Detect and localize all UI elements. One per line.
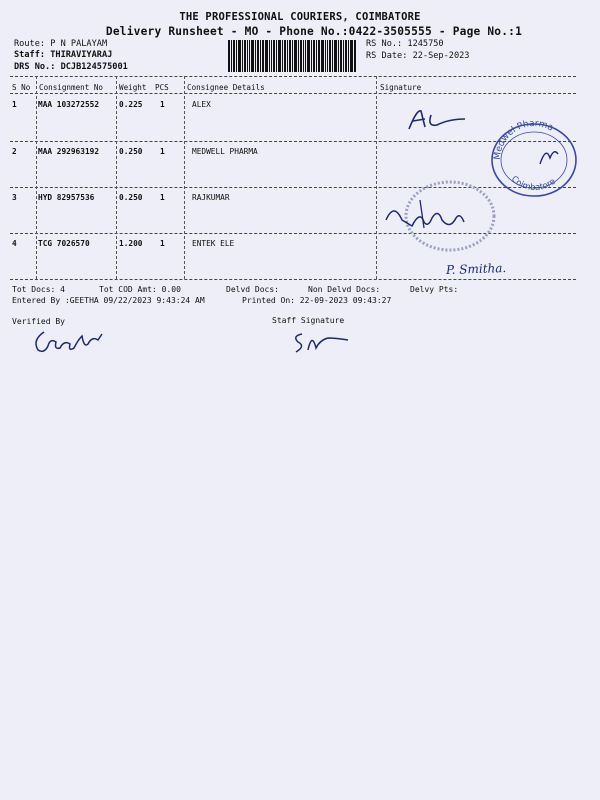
row4-sno: 4	[12, 239, 17, 248]
staff-signature-label: Staff Signature	[272, 316, 345, 325]
row2-sno: 2	[12, 147, 17, 156]
row3-pcs: 1	[160, 193, 165, 202]
printed-on: Printed On: 22-09-2023 09:43:27	[242, 296, 392, 305]
company-title: THE PROFESSIONAL COURIERS, COIMBATORE	[179, 11, 421, 23]
delivered-docs: Delvd Docs:	[226, 285, 279, 294]
row4-weight: 1.200	[119, 239, 143, 248]
row4-handwritten-signature: P. Smitha.	[445, 260, 507, 278]
column-divider	[376, 76, 377, 279]
table-top-rule	[10, 76, 576, 77]
column-divider	[184, 76, 185, 279]
table-bottom-rule	[10, 279, 576, 280]
row3-stamp-and-signature	[380, 180, 510, 255]
row3-consignee: RAJKUMAR	[192, 193, 230, 202]
row1-handwritten-signature	[405, 105, 475, 135]
row3-weight: 0.250	[119, 193, 143, 202]
row2-consignment: MAA 292963192	[38, 147, 100, 156]
row4-pcs: 1	[160, 239, 165, 248]
header-weight: Weight	[119, 83, 147, 92]
staff-label: Staff: THIRAVIYARAJ	[14, 50, 113, 60]
row1-consignment: MAA 103272552	[38, 100, 100, 109]
route-label: Route: P N PALAYAM	[14, 39, 108, 49]
stamp-top-text: Medwel Pharma	[492, 118, 555, 161]
drs-number: DRS No.: DCJB124575001	[14, 62, 128, 72]
column-divider	[36, 76, 37, 279]
svg-text:Coimbatore	[509, 174, 558, 193]
row2-consignee: MEDWELL PHARMA	[192, 147, 258, 156]
table-header-rule	[10, 93, 576, 94]
header-pcs: PCS	[155, 83, 169, 92]
non-delivered-docs: Non Delvd Docs:	[308, 285, 381, 294]
row1-sno: 1	[12, 100, 17, 109]
column-divider	[116, 76, 117, 279]
header-signature: Signature	[380, 83, 422, 92]
row3-sno: 3	[12, 193, 17, 202]
total-docs: Tot Docs: 4	[12, 285, 65, 294]
row3-consignment: HYD 82957536	[38, 193, 95, 202]
barcode	[228, 40, 356, 72]
rs-number: RS No.: 1245750	[366, 39, 444, 49]
verified-by-label: Verified By	[12, 317, 65, 326]
row1-weight: 0.225	[119, 100, 143, 109]
runsheet-subtitle: Delivery Runsheet - MO - Phone No.:0422-3505555 - Page No.:1	[105, 25, 523, 38]
row2-weight: 0.250	[119, 147, 143, 156]
header-sno: S No	[12, 83, 31, 92]
row4-consignee: ENTEK ELE	[192, 239, 235, 248]
row4-consignment: TCG 7026570	[38, 239, 90, 248]
entered-by: Entered By :GEETHA 09/22/2023 9:43:24 AM	[12, 296, 205, 305]
delivery-points: Delvy Pts:	[410, 285, 459, 294]
staff-signature	[288, 328, 358, 356]
rs-date: RS Date: 22-Sep-2023	[366, 51, 470, 61]
row1-consignee: ALEX	[192, 100, 211, 109]
stamp-bottom-text: Coimbatore	[508, 174, 558, 194]
row1-pcs: 1	[160, 100, 165, 109]
header-consignee: Consignee Details	[187, 83, 265, 92]
header-consignment: Consignment No	[39, 83, 104, 92]
total-cod-amount: Tot COD Amt: 0.00	[99, 285, 181, 294]
row2-pcs: 1	[160, 147, 165, 156]
verifier-signature	[30, 322, 110, 356]
